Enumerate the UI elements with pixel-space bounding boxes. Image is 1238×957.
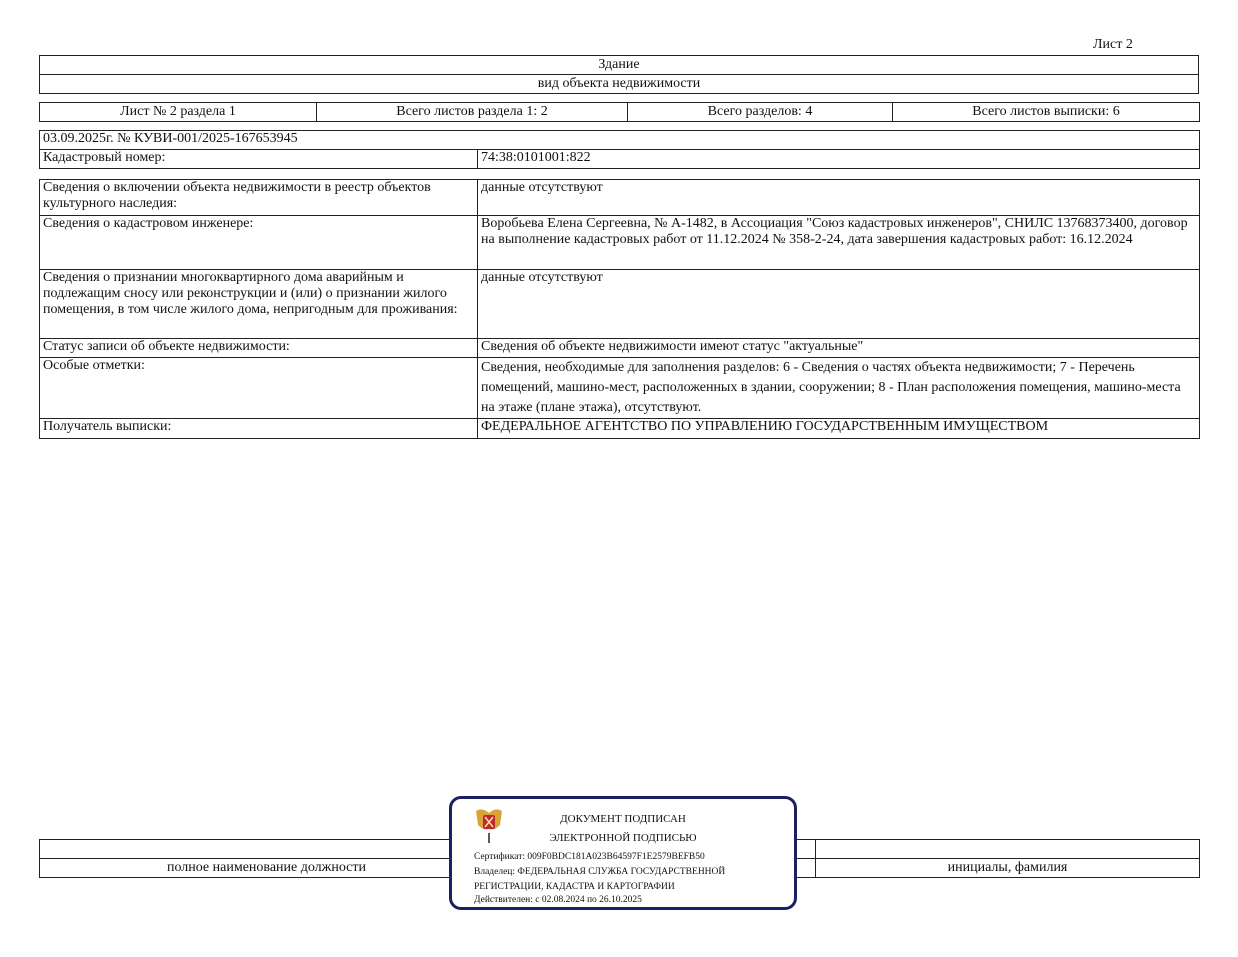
cadastral-number-value: 74:38:0101001:822 <box>478 150 1200 169</box>
table-row <box>40 358 1200 419</box>
row-label: Статус записи об объекте недвижимости: <box>40 339 478 358</box>
object-type: Здание <box>40 56 1199 75</box>
sections-total: Всего разделов: 4 <box>628 103 893 122</box>
row-value: Сведения об объекте недвижимости имеют статус "актуальные" <box>478 339 1200 358</box>
table-row <box>40 419 1200 439</box>
row-value: ФЕДЕРАЛЬНОЕ АГЕНТСТВО ПО УПРАВЛЕНИЮ ГОСУДАРСТВЕННЫМ ИМУЩЕСТВОМ <box>478 419 1200 439</box>
row-label: Получатель выписки: <box>40 419 478 439</box>
extract-sheets-total: Всего листов выписки: 6 <box>893 103 1200 122</box>
details-table <box>39 179 1200 439</box>
table-row <box>40 216 1200 270</box>
row-label: Сведения о кадастровом инженере: <box>40 216 478 270</box>
object-type-caption: вид объекта недвижимости <box>40 75 1199 94</box>
section-sheets-total: Всего листов раздела 1: 2 <box>317 103 628 122</box>
cadastral-number-label: Кадастровый номер: <box>40 150 478 169</box>
row-label: Особые отметки: <box>40 358 478 419</box>
row-value: Воробьева Елена Сергеевна, № А-1482, в Ассоциация "Союз кадастровых инженеров", СНИЛС 13768373400, договор на выполнение кадастровых работ от 11.12.2024 № 358-2-24, дата завершения кадастровых работ: 16.12.2024 <box>478 216 1200 270</box>
row-value: данные отсутствуют <box>478 180 1200 216</box>
row-value: Сведения, необходимые для заполнения разделов: 6 - Сведения о частях объекта недвижимости; 7 - Перечень помещений, машино-мест, расположенных в здании, сооружении; 8 - План расположения помещения, машино-места на этаже (плане этажа), отсутствуют. <box>478 358 1200 419</box>
stamp-owner-2: РЕГИСТРАЦИИ, КАДАСТРА И КАРТОГРАФИИ <box>474 882 675 892</box>
position-caption: полное наименование должности <box>40 859 494 878</box>
sheet-info-table <box>39 102 1200 122</box>
stamp-title-1: ДОКУМЕНТ ПОДПИСАН <box>560 813 686 825</box>
name-caption: инициалы, фамилия <box>816 859 1200 878</box>
table-row <box>40 270 1200 339</box>
object-type-table <box>39 55 1199 94</box>
table-row <box>40 180 1200 216</box>
table-row <box>40 339 1200 358</box>
row-label: Сведения о признании многоквартирного дома аварийным и подлежащим сносу или реконструкции и (или) о признании жилого помещения, в том числе жилого дома, непригодным для проживания: <box>40 270 478 339</box>
stamp-validity: Действителен: с 02.08.2024 по 26.10.2025 <box>474 895 642 905</box>
sheet-number: Лист № 2 раздела 1 <box>40 103 317 122</box>
stamp-certificate: Сертификат: 009F0BDC181A023B64597F1E2579BEFB50 <box>474 852 705 862</box>
row-label: Сведения о включении объекта недвижимости в реестр объектов культурного наследия: <box>40 180 478 216</box>
doc-id-table <box>39 130 1200 169</box>
doc-id: 03.09.2025г. № КУВИ-001/2025-167653945 <box>40 131 1200 150</box>
stamp-title-2: ЭЛЕКТРОННОЙ ПОДПИСЬЮ <box>549 832 697 844</box>
stamp-owner-1: Владелец: ФЕДЕРАЛЬНАЯ СЛУЖБА ГОСУДАРСТВЕННОЙ <box>474 867 726 877</box>
sheet-label: Лист 2 <box>1093 37 1133 52</box>
row-value: данные отсутствуют <box>478 270 1200 339</box>
e-signature-stamp <box>449 796 797 910</box>
